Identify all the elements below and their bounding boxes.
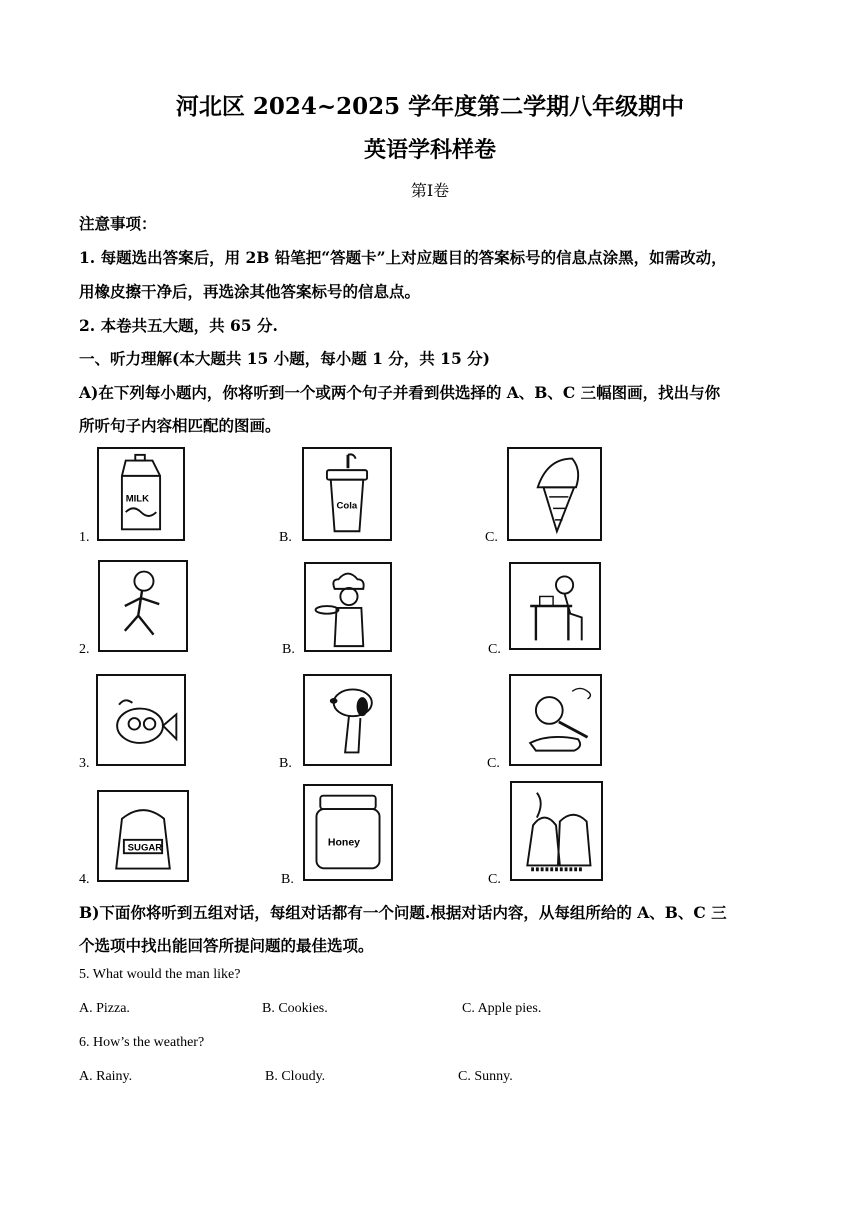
volume-label: 第Ⅰ卷	[410, 181, 450, 200]
question-5-option-a: A. Pizza.	[79, 1001, 130, 1016]
honey-jar-text: Honey	[327, 836, 361, 849]
section-1-heading: 一、听力理解(本大题共 15 小题，每小题 1 分，共 15 分)	[79, 349, 490, 368]
chef-icon	[304, 562, 392, 652]
question-number: 3.	[79, 756, 90, 771]
honey-jar-icon	[303, 784, 393, 881]
cola-cup-text: Cola	[336, 500, 358, 512]
question-5-option-b: B. Cookies.	[262, 1001, 328, 1016]
option-b-label: B.	[281, 872, 294, 887]
notes-item-1-line-1: 1. 每题选出答案后，用 2B 铅笔把“答题卡”上对应题目的答案标号的信息点涂黑，如需改动，	[79, 248, 727, 267]
part-b-instructions-line-1: B)下面你将听到五组对话，每组对话都有一个问题.根据对话内容，从每组所给的 A、B、C 三	[79, 903, 727, 922]
notes-item-1-line-2: 用橡皮擦干净后，再选涂其他答案标号的信息点。	[79, 282, 421, 301]
part-b-instructions-line-2: 个选项中找出能回答所提问题的最佳选项。	[79, 936, 374, 955]
option-c-label: C.	[487, 756, 500, 771]
part-a-instructions-line-2: 所听句子内容相匹配的图画。	[79, 416, 281, 435]
milk-carton-text: MILK	[125, 493, 150, 505]
sugar-bag-text: SUGAR	[127, 842, 163, 854]
question-6: 6. How’s the weather?	[79, 1035, 205, 1050]
cartoon-dog-icon	[303, 674, 392, 766]
option-c-label: C.	[488, 872, 501, 887]
milk-carton-icon	[97, 447, 185, 541]
exam-subtitle: 英语学科样卷	[363, 137, 496, 163]
option-b-label: B.	[279, 530, 292, 545]
question-6-option-b: B. Cloudy.	[265, 1069, 326, 1084]
exam-title: 河北区 2024~2025 学年度第二学期八年级期中	[175, 93, 685, 120]
question-6-option-a: A. Rainy.	[79, 1069, 133, 1084]
notes-heading: 注意事项：	[79, 214, 157, 233]
ice-cream-icon	[507, 447, 602, 541]
option-b-label: B.	[279, 756, 292, 771]
runner-boy-icon	[98, 560, 188, 652]
clownfish-icon	[96, 674, 186, 766]
option-c-label: C.	[485, 530, 498, 545]
question-5: 5. What would the man like?	[79, 967, 241, 982]
part-a-instructions-line-1: A)在下列每小题内，你将听到一个或两个句子并看到供选择的 A、B、C 三幅图画，找出与你	[79, 383, 721, 402]
sugar-bag-icon	[97, 790, 189, 882]
boy-at-desk-icon	[509, 562, 601, 650]
grain-sacks-icon	[510, 781, 603, 881]
notes-item-2: 2. 本卷共五大题，共 65 分.	[79, 316, 278, 335]
question-6-option-c: C. Sunny.	[458, 1069, 513, 1084]
option-c-label: C.	[488, 642, 501, 657]
question-number: 4.	[79, 872, 90, 887]
monkey-king-icon	[509, 674, 602, 766]
question-number: 2.	[79, 642, 90, 657]
cola-cup-icon	[302, 447, 392, 541]
question-5-option-c: C. Apple pies.	[462, 1001, 542, 1016]
question-number: 1.	[79, 530, 90, 545]
option-b-label: B.	[282, 642, 295, 657]
